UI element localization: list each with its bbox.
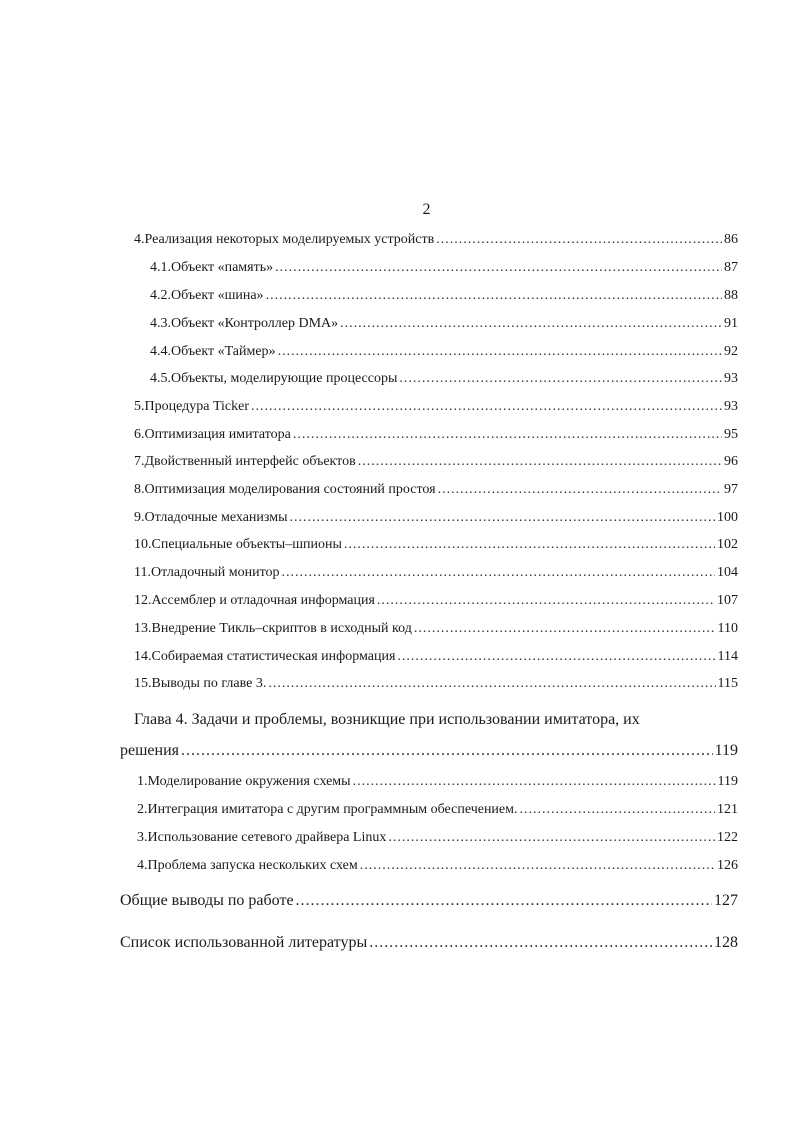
- toc-dot-leader: [414, 620, 716, 638]
- toc-entry-page: 127: [714, 892, 738, 909]
- toc-entry-title: Проблема запуска нескольких схем: [147, 858, 358, 873]
- toc-entry: [134, 620, 738, 638]
- toc-dot-leader: [275, 259, 722, 277]
- toc-dot-leader: [296, 891, 712, 911]
- toc-entry-title: Использование сетевого драйвера Linux: [147, 830, 387, 845]
- toc-final-entry: [120, 891, 738, 911]
- toc-entry-number: 5.: [134, 399, 145, 414]
- toc-entry-page: 92: [724, 344, 738, 359]
- toc-entry-title: Объект «память»: [171, 260, 274, 275]
- toc-entry-title: Моделирование окружения схемы: [147, 774, 351, 789]
- toc-entry-title: Оптимизация моделирования состояний простоя: [144, 482, 436, 497]
- toc-dot-leader: [360, 857, 715, 875]
- toc-entry-number: 12.: [134, 593, 152, 608]
- toc-final-entry: [120, 933, 738, 953]
- toc-entry-title: Объект «Таймер»: [171, 344, 276, 359]
- toc-entry-number: 6.: [134, 427, 145, 442]
- toc-entry-page: 102: [717, 537, 738, 552]
- toc-entry-page: 97: [724, 482, 738, 497]
- chapter-4-entry: [120, 741, 738, 761]
- toc-entry-title: Интеграция имитатора с другим программным обеспечением.: [147, 802, 518, 817]
- page-number: 2: [422, 201, 431, 218]
- toc-entry: [134, 481, 738, 499]
- toc-entry-title: Собираемая статистическая информация: [151, 649, 396, 664]
- toc-entry-page: 122: [717, 830, 738, 845]
- toc-entry-page: 121: [717, 802, 738, 817]
- toc-entry-page: 91: [724, 316, 738, 331]
- toc-dot-leader: [353, 773, 716, 791]
- toc-entry-number: 4.4.: [150, 344, 171, 359]
- toc-entry-page: 114: [717, 649, 738, 664]
- toc-entry-number: 9.: [134, 510, 145, 525]
- toc-entry-page: 110: [717, 621, 738, 636]
- toc-entry: [150, 315, 738, 333]
- toc-entry-title: Ассемблер и отладочная информация: [151, 593, 375, 608]
- toc-entry-number: 7.: [134, 454, 145, 469]
- toc-entry-title: Реализация некоторых моделируемых устройств: [144, 232, 435, 247]
- toc-entry-page: 96: [724, 454, 738, 469]
- toc-entry-title: Список использованной литературы: [120, 934, 368, 951]
- toc-dot-leader: [388, 829, 715, 847]
- toc-entry-page: 107: [717, 593, 738, 608]
- toc-entry-number: 1.: [137, 774, 148, 789]
- toc-dot-leader: [397, 648, 715, 666]
- toc-entry-title: Двойственный интерфейс объектов: [144, 454, 356, 469]
- toc-entry: [137, 829, 738, 847]
- toc-entry-title: Выводы по главе 3.: [151, 676, 267, 691]
- toc-entry-number: 4.3.: [150, 316, 171, 331]
- toc-dot-leader: [369, 933, 712, 953]
- toc-entry-number: 8.: [134, 482, 145, 497]
- toc-entry-number: 15.: [134, 676, 152, 691]
- toc-entry: [137, 857, 738, 875]
- toc-entry: [134, 509, 738, 527]
- toc-dot-leader: [340, 315, 722, 333]
- toc-entry-number: 4.: [137, 858, 148, 873]
- toc-entry-title: Внедрение Тикль–скриптов в исходный код: [151, 621, 412, 636]
- toc-dot-leader: [520, 801, 715, 819]
- toc-entry-title: Объект «шина»: [171, 288, 264, 303]
- toc-entry: [150, 343, 738, 361]
- toc-dot-leader: [266, 287, 722, 305]
- toc-entry: [134, 564, 738, 582]
- toc-dot-leader: [181, 741, 713, 761]
- toc-entry-number: 3.: [137, 830, 148, 845]
- toc-entry: [150, 370, 738, 388]
- toc-dot-leader: [282, 564, 715, 582]
- toc-entry: [137, 801, 738, 819]
- toc-entry-page: 93: [724, 399, 738, 414]
- toc-entry-page: 100: [717, 510, 738, 525]
- toc-entry-title: Отладочные механизмы: [144, 510, 288, 525]
- toc-entry-title: Объект «Контроллер DMA»: [171, 316, 339, 331]
- toc-entry-page: 86: [724, 232, 738, 247]
- toc-entry-number: 4.1.: [150, 260, 171, 275]
- toc-dot-leader: [251, 398, 722, 416]
- toc-entry: [134, 592, 738, 610]
- chapter-4-heading: Глава 4. Задачи и проблемы, возникщие при использовании имитатора, их: [134, 711, 640, 728]
- toc-dot-leader: [278, 343, 722, 361]
- toc-entry-number: 4.2.: [150, 288, 171, 303]
- toc-entry: [134, 231, 738, 249]
- toc-entry-page: 128: [714, 934, 738, 951]
- toc-entry: [134, 426, 738, 444]
- toc-entry: [134, 398, 738, 416]
- toc-entry: [134, 453, 738, 471]
- toc-dot-leader: [290, 509, 716, 527]
- toc-dot-leader: [293, 426, 722, 444]
- chapter-4-heading-continued: решения: [120, 742, 180, 759]
- toc-entry: [134, 675, 738, 693]
- toc-entry: [137, 773, 738, 791]
- toc-entry-title: Объекты, моделирующие процессоры: [171, 371, 398, 386]
- toc-entry-page: 104: [717, 565, 738, 580]
- toc-entry-number: 14.: [134, 649, 152, 664]
- toc-entry-title: Процедура Ticker: [144, 399, 250, 414]
- toc-entry-number: 11.: [134, 565, 151, 580]
- toc-entry-page: 87: [724, 260, 738, 275]
- toc-entry-page: 119: [717, 774, 738, 789]
- toc-entry: [134, 536, 738, 554]
- toc-entry-page: 93: [724, 371, 738, 386]
- toc-entry: [150, 259, 738, 277]
- toc-entry-number: 10.: [134, 537, 152, 552]
- toc-entry-number: 4.: [134, 232, 145, 247]
- toc-entry-page: 119: [714, 742, 738, 759]
- toc-dot-leader: [377, 592, 715, 610]
- toc-entry-title: Оптимизация имитатора: [144, 427, 291, 442]
- toc-entry-number: 2.: [137, 802, 148, 817]
- toc-dot-leader: [436, 231, 722, 249]
- toc-entry: [150, 287, 738, 305]
- toc-entry-page: 95: [724, 427, 738, 442]
- toc-entry-title: Специальные объекты–шпионы: [151, 537, 342, 552]
- toc-dot-leader: [399, 370, 722, 388]
- toc-entry-page: 88: [724, 288, 738, 303]
- toc-dot-leader: [344, 536, 715, 554]
- toc-entry-title: Общие выводы по работе: [120, 892, 294, 909]
- toc-entry-number: 13.: [134, 621, 152, 636]
- toc-entry-page: 115: [717, 676, 738, 691]
- toc-entry-number: 4.5.: [150, 371, 171, 386]
- toc-entry-page: 126: [717, 858, 738, 873]
- toc-entry-title: Отладочный монитор: [150, 565, 280, 580]
- toc-dot-leader: [438, 481, 722, 499]
- toc-dot-leader: [268, 675, 715, 693]
- toc-entry: [134, 648, 738, 666]
- toc-dot-leader: [358, 453, 722, 471]
